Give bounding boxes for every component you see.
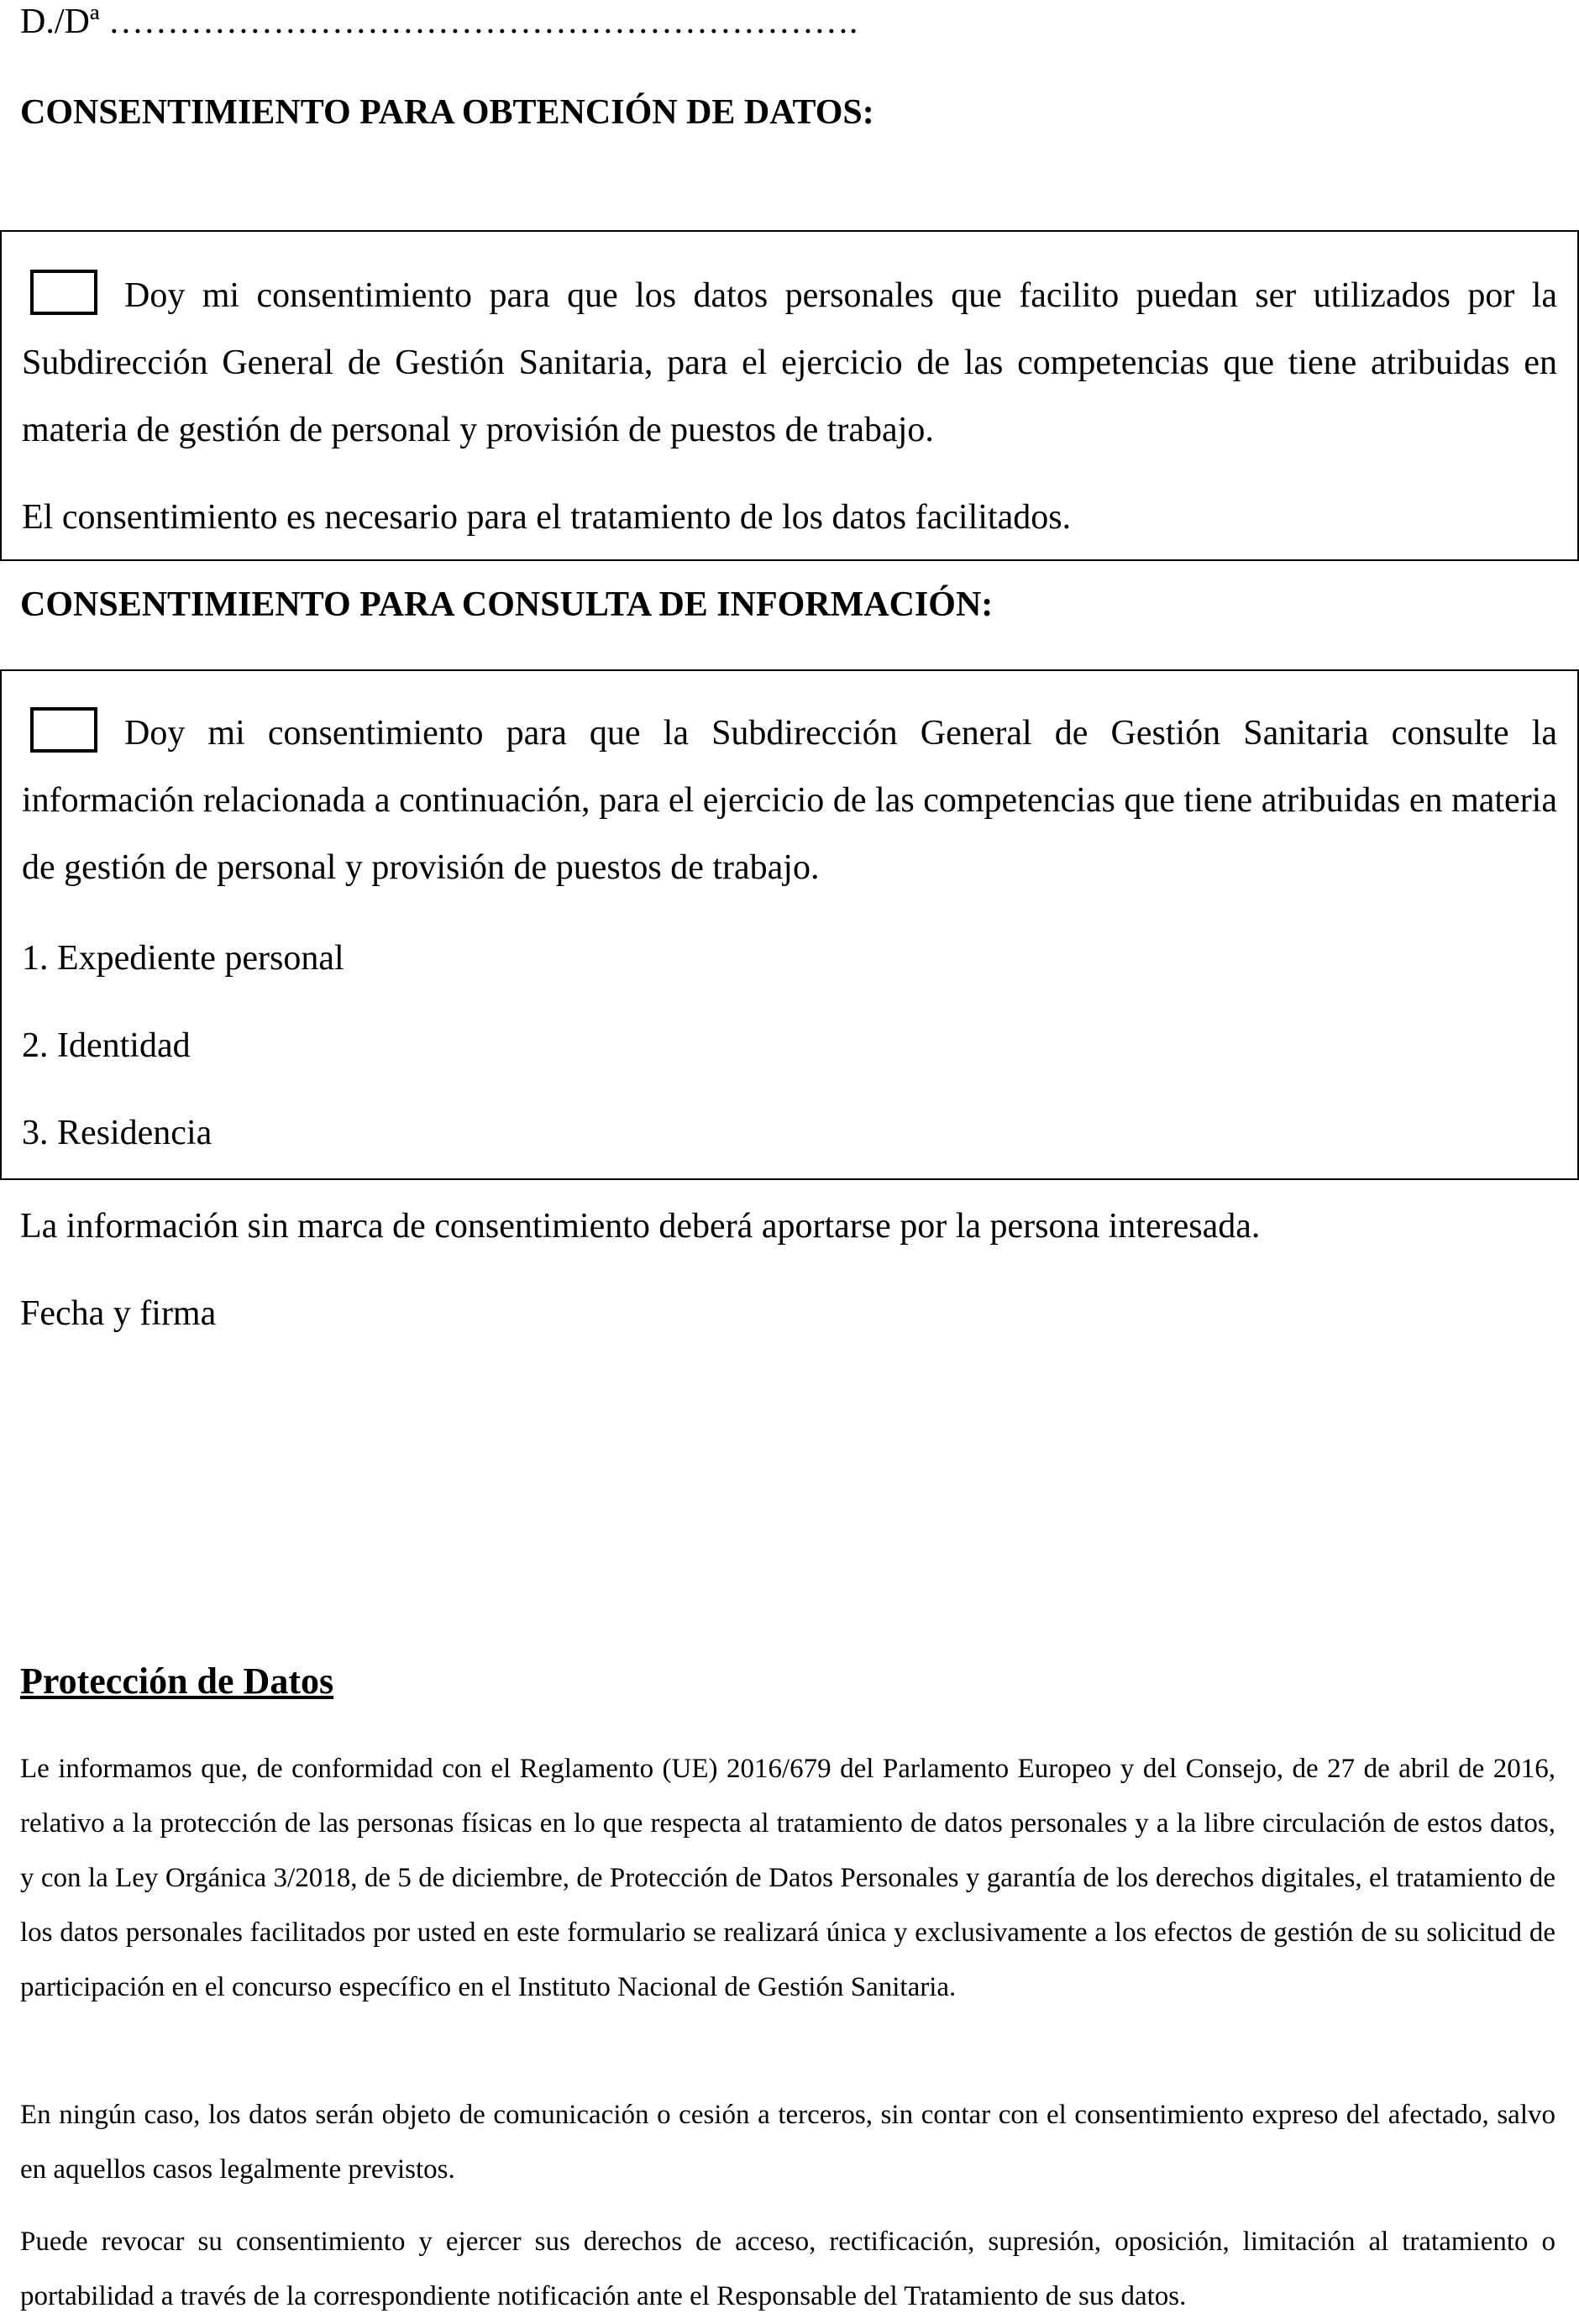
consent-paragraph-data-collection: [22, 262, 1557, 464]
consent-text-data-collection: Doy mi consentimiento para que los datos personales que facilito puedan ser utilizados por la Subdirección General de Gestión Sanitaria, para el ejercicio de las competencias que tiene atribuidas en materia de gestión de personal y provisión de puestos de trabajo.: [22, 276, 1557, 449]
section-heading-information-query: CONSENTIMIENTO PARA CONSULTA DE INFORMACIÓN:: [20, 585, 994, 624]
consent-checkbox-data-collection[interactable]: [30, 270, 97, 315]
consent-note: El consentimiento es necesario para el tratamiento de los datos facilitados.: [22, 498, 1072, 537]
signature-label: Fecha y firma: [20, 1294, 217, 1333]
consent-box-information-query: [0, 669, 1579, 1180]
data-protection-paragraph: Le informamos que, de conformidad con el Reglamento (UE) 2016/679 del Parlamento Europeo y del Consejo, de 27 de abril de 2016, relativo a la protección de las personas físicas en lo que respecta al tratamiento de datos personales y a la libre circulación de estos datos, y con la Ley Orgánica 3/2018, de 5 de diciembre, de Protección de Datos Personales y garantía de los derechos digitales, el tratamiento de los datos personales facilitados por usted en este formulario se realizará única y exclusivamente a los efectos de gestión de su solicitud de participación en el concurso específico en el Instituto Nacional de Gestión Sanitaria.: [20, 1754, 1555, 2002]
data-protection-paragraph: En ningún caso, los datos serán objeto de comunicación o cesión a terceros, sin contar con el consentimiento expreso del afectado, salvo en aquellos casos legalmente previstos.: [20, 2100, 1555, 2185]
consent-paragraph-information-query: [22, 700, 1557, 901]
data-protection-title: Protección de Datos: [20, 1660, 334, 1702]
consent-box-data-collection: [0, 230, 1579, 561]
name-line: D./Dª ……………………………………………………….: [20, 3, 858, 41]
data-protection-paragraph: Puede revocar su consentimiento y ejercer sus derechos de acceso, rectificación, supresión, oposición, limitación al tratamiento o portabilidad a través de la correspondiente notificación ante el Responsable del Tratamiento de sus datos.: [20, 2227, 1555, 2311]
list-item: 1. Expediente personal: [22, 939, 344, 978]
list-item: 2. Identidad: [22, 1026, 191, 1065]
consent-checkbox-information-query[interactable]: [30, 707, 97, 753]
consent-text-information-query: Doy mi consentimiento para que la Subdirección General de Gestión Sanitaria consulte la información relacionada a continuación, para el ejercicio de las competencias que tiene atribuidas en materia de gestión de personal y provisión de puestos de trabajo.: [22, 714, 1557, 887]
info-note: La información sin marca de consentimiento deberá aportarse por la persona interesada.: [20, 1207, 1261, 1246]
list-item: 3. Residencia: [22, 1114, 212, 1152]
section-heading-data-collection: CONSENTIMIENTO PARA OBTENCIÓN DE DATOS:: [20, 93, 874, 132]
